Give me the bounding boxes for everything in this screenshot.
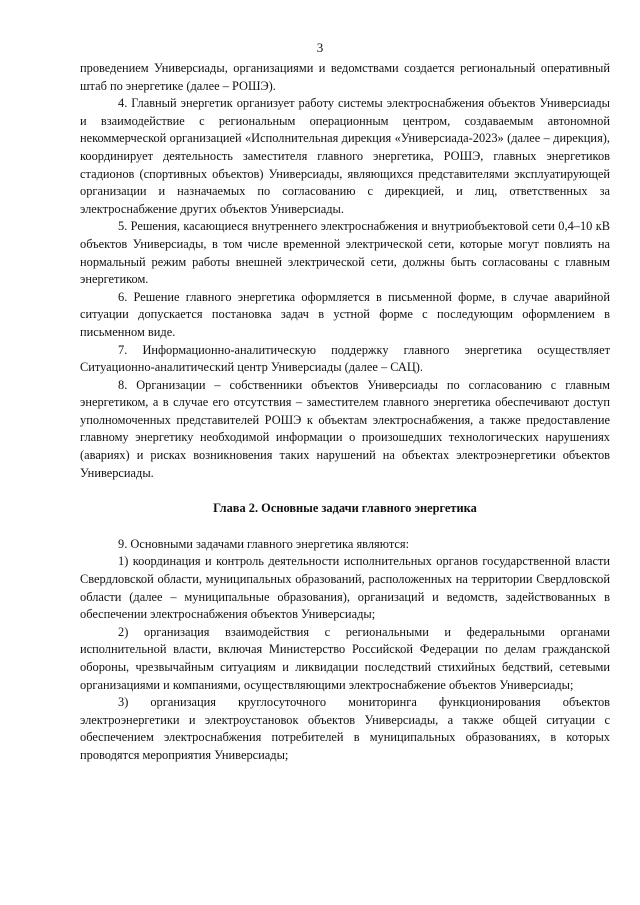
paragraph-item-8: 8. Организации – собственники объектов Универсиады по согласованию с главным энергетиком, а в случае его отсутствия – заместителем главного энергетика обеспечивают доступ уполномоченных представителей РОШЭ к объектам электроснабжения, а также предоставление главному энергетику необходимой информации о произошедших технологических нарушениях (авариях) и рисках возникновения таких нарушений на объектах электроэнергетики объектов Универсиады. (80, 377, 610, 480)
paragraph-continuation: проведением Универсиады, организациями и ведомствами создается региональный оперативный штаб по энергетике (далее – РОШЭ). (80, 61, 610, 93)
paragraph-item-7: 7. Информационно-аналитическую поддержку главного энергетика осуществляет Ситуационно-аналитический центр Универсиады (далее – САЦ). (80, 342, 610, 375)
list-item-1: 1) координация и контроль деятельности исполнительных органов государственной власти Свердловской области, муниципальных образований, расположенных на территории Свердловской области (далее – муниципальные образования), организаций и ведомств, задействованных в обеспечении электроснабжения объектов Универсиады; (80, 554, 610, 622)
chapter-heading: Глава 2. Основные задачи главного энергетика (213, 501, 477, 516)
document-body (80, 60, 610, 765)
list-item-2: 2) организация взаимодействия с региональными и федеральными органами исполнительной власти, включая Министерство Российской Федерации по делам гражданской обороны, чрезвычайным ситуациям и ликвидации последствий стихийных бедствий, сетевыми организациями и компаниями, осуществляющими электроснабжение объектов Универсиады; (80, 624, 610, 692)
list-item-3: 3) организация круглосуточного мониторинга функционирования объектов электроэнергетики и электроустановок объектов Универсиады, а также общей ситуации с обеспечением электроснабжения потребителей в муниципальных образованиях, в которых проводятся мероприятия Универсиады; (80, 695, 610, 762)
paragraph-item-9: 9. Основными задачами главного энергетика являются: (118, 536, 410, 551)
page-number: 3 (316, 40, 324, 55)
paragraph-item-4: 4. Главный энергетик организует работу системы электроснабжения объектов Универсиады и взаимодействие с региональным операционным центром, создаваемым автономной некоммерческой организацией «Исполнительная дирекция «Универсиада-2023» (далее – дирекция), координирует деятельность заместителя главного энергетика, РОШЭ, главных энергетиков стадионов (спортивных объектов) Универсиады, являющихся представителями эксплуатирующей организации и назначаемых по согласованию с дирекцией, и лиц, ответственных за электроснабжение других объектов Универсиады. (80, 96, 610, 216)
paragraph-item-5: 5. Решения, касающиеся внутреннего электроснабжения и внутриобъектовой сети 0,4–10 кВ объектов Универсиады, в том числе временной электрической сети, которые могут повлиять на нормальный режим работы внешней электрической сети, должны быть согласованы с главным энергетиком. (80, 219, 610, 287)
paragraph-item-6: 6. Решение главного энергетика оформляется в письменной форме, в случае аварийной ситуации допускается постановка задач в устной форме с последующим оформлением в письменном виде. (80, 289, 610, 339)
